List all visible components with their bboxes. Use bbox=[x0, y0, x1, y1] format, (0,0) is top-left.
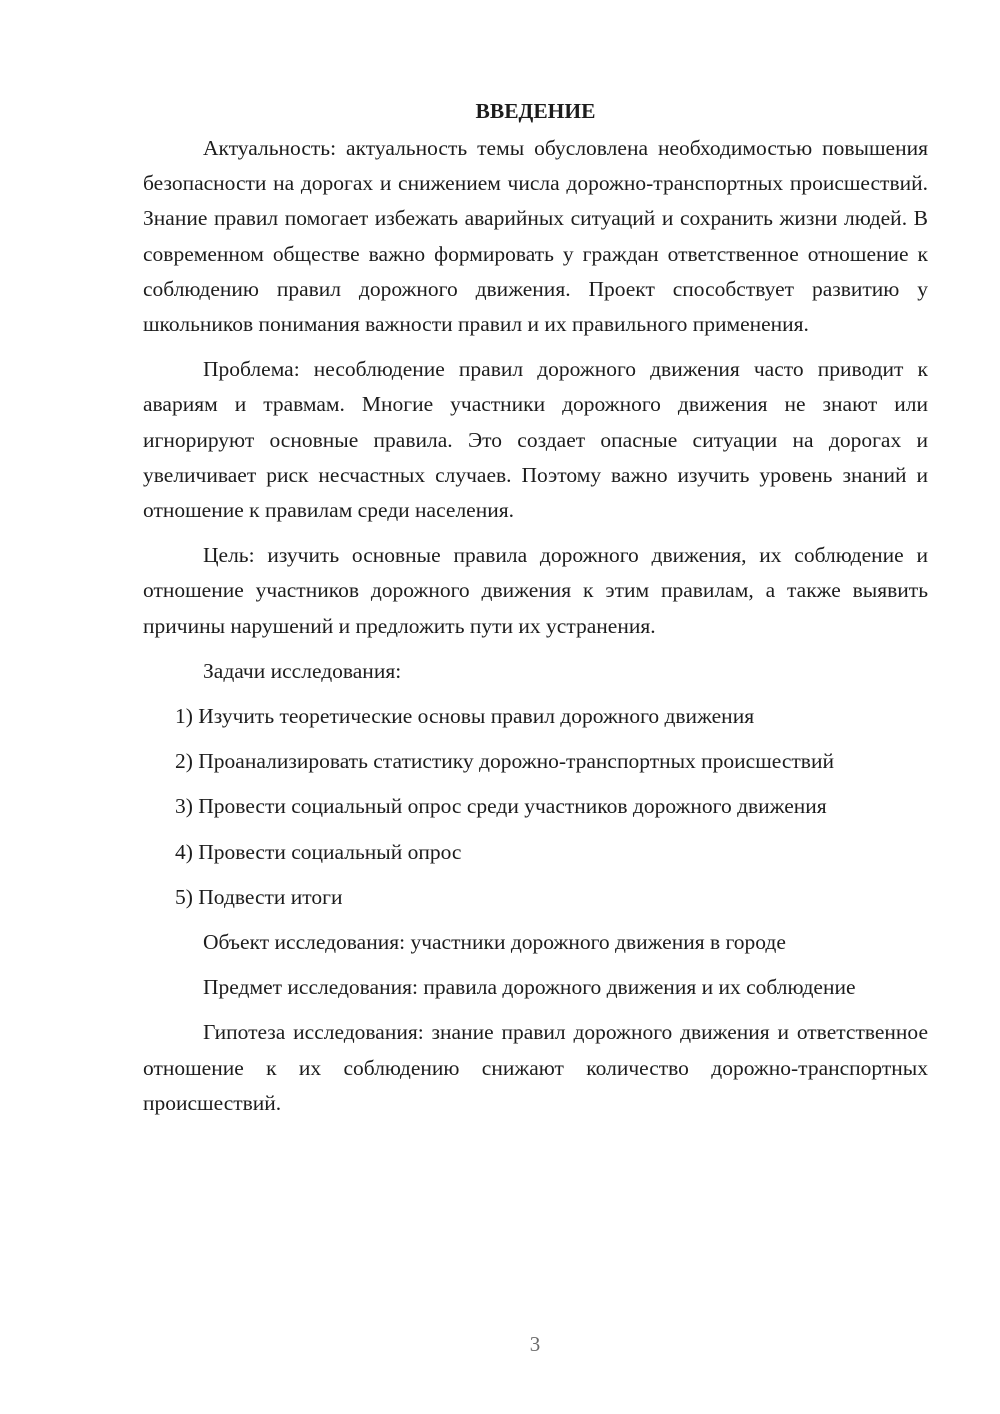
paragraph-tasks-title: Задачи исследования: bbox=[203, 658, 402, 683]
task-item-5: 5) Подвести итоги bbox=[175, 884, 343, 909]
document-body bbox=[143, 95, 928, 1121]
page-number: 3 bbox=[529, 1332, 541, 1356]
paragraph-object: Объект исследования: участники дорожного движения в городе bbox=[203, 930, 786, 955]
paragraph-subject: Предмет исследования: правила дорожного движения и их соблюдение bbox=[203, 975, 856, 1000]
task-item-1: 1) Изучить теоретические основы правил дорожного движения bbox=[175, 704, 755, 729]
paragraph-problem: Проблема: несоблюдение правил дорожного движения часто приводит к авариям и травмам. Многие участники дорожного движения не знают или игнорируют основные правила. Это создает опасные ситуации на дорогах и увеличивает риск несчастных случаев. Поэтому важно изучить уровень знаний и отношение к правилам среди населения. bbox=[143, 357, 928, 523]
task-item-3: 3) Провести социальный опрос среди участников дорожного движения bbox=[175, 794, 827, 819]
paragraph-goal: Цель: изучить основные правила дорожного движения, их соблюдение и отношение участников дорожного движения к этим правилам, а также выявить причины нарушений и предложить пути их устранения. bbox=[143, 543, 928, 638]
paragraph-relevance: Актуальность: актуальность темы обусловлена необходимостью повышения безопасности на дорогах и снижением числа дорожно-транспортных происшествий. Знание правил помогает избежать аварийных ситуаций и сохранить жизни людей. В современном обществе важно формировать у граждан ответственное отношение к соблюдению правил дорожного движения. Проект способствует развитию у школьников понимания важности правил и их правильного применения. bbox=[143, 136, 928, 337]
task-item-2: 2) Проанализировать статистику дорожно-транспортных происшествий bbox=[175, 749, 834, 774]
task-item-4: 4) Провести социальный опрос bbox=[175, 839, 462, 864]
paragraph-hypothesis: Гипотеза исследования: знание правил дорожного движения и ответственное отношение к их соблюдению снижают количество дорожно-транспортных происшествий. bbox=[143, 1020, 928, 1115]
section-heading: ВВЕДЕНИЕ bbox=[475, 99, 596, 123]
